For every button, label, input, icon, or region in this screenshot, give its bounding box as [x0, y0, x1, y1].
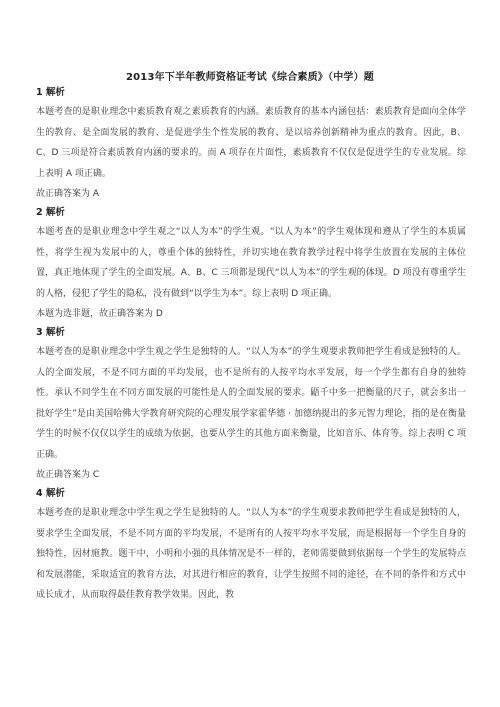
- document-title: 2013年下半年教师资格证考试《综合素质》（中学）题: [125, 72, 375, 83]
- section-2: [36, 206, 466, 324]
- section-4: [36, 487, 466, 606]
- section-answer: 故正确答案为 A: [36, 189, 100, 199]
- section-body: 本题考查的是职业理念中素质教育观之素质教育的内涵。素质教育的基本内涵包括：素质教育是面向全体学生的教育、是全面发展的教育、是促进学生个性发展的教育、是以培养创新精神为重点的教育。因此，B、C、D 三项是符合素质教育内涵的要求的。而 A 项存在片面性，素质教育不仅仅是促进学生的专业发展。综上表明 A 项正确。: [36, 107, 466, 179]
- section-heading: 1 解析: [36, 87, 65, 98]
- section-answer: 本题为选非题，故正确答案为 D: [36, 309, 163, 319]
- section-heading: 3 解析: [36, 327, 65, 338]
- section-body: 本题考查的是职业理念中学生观之“以人为本”的学生观。“以人为本”的学生观体现和遵从了学生的本质属性，将学生视为发展中的人，尊重个体的独特性，并切实地在教育教学过程中将学生放置在发展的主体位置，真正地体现了学生的全面发展。A、B、C 三项都是现代“以人为本”的学生观的体现。D 项没有尊重学生的人格，侵犯了学生的隐私，没有做到“以学生为本”。综上表明 D 项正确。: [36, 227, 466, 299]
- section-body: 本题考查的是职业理念中学生观之学生是独特的人。“以人为本”的学生观要求教师把学生看成是独特的人，要求学生全面发展，不是不同方面的平均发展，不是所有的人按平均水平发展，而是根据每一个学生自身的独特性，因材施教。题干中，小明和小强的具体情况是不一样的，老师需要做到依据每一个学生的发展特点和发展潜能，采取适宜的教育方法，对其进行相应的教育，让学生按照不同的途径，在不同的条件和方式中成长成才，从而取得最佳教育教学效果。因此，教: [36, 508, 466, 600]
- document-content: [36, 86, 466, 606]
- section-body: 本题考查的是职业理念中学生观之学生是独特的人。“以人为本”的学生观要求教师把学生看成是独特的人。人的全面发展，不是不同方面的平均发展，也不是所有的人按平均水平发展，每一个学生都有自身的独特性。承认不同学生在不同方面发展的可能性是人的全面发展的要求。鼯千中多一把衡量的尺子，就会多出一批好学生”是由美国哈佛大学教育研究院的心理发展学家霍华德 · 加德纳提出的多元智力理论，指的是在衡量学生的时候不仅仅以学生的成绩为依据，也要从学生的其他方面来衡量，比如音乐、体育等。综上表明 C 项正确。: [36, 347, 466, 460]
- section-heading: 2 解析: [36, 207, 65, 218]
- section-heading: 4 解析: [36, 488, 65, 499]
- section-3: [36, 326, 466, 485]
- section-answer: 故正确答案为 C: [36, 470, 100, 480]
- section-1: [36, 86, 466, 204]
